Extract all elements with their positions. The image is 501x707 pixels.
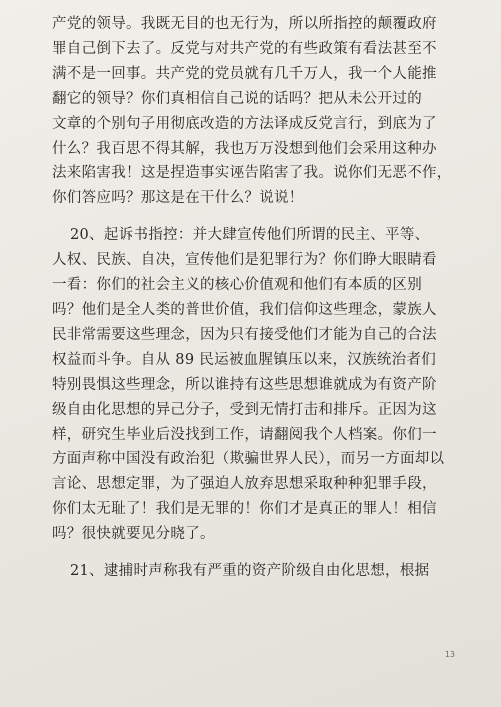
text-line: 方面声称中国没有政治犯（欺骗世界人民），而另一方面却以 [52, 451, 445, 468]
paragraph-gap [52, 547, 472, 559]
text-line: 20、起诉书指控：并大肆宣传他们所谓的民主、平等、 [70, 227, 430, 244]
text-line: 你们答应吗？那这是在干什么？说说！ [52, 190, 304, 207]
text-line: 样，研究生毕业后没找到工作，请翻阅我个人档案。你们一 [52, 426, 437, 443]
text-line: 权益而斗争。自从 89 民运被血腥镇压以来，汉族统治者们 [52, 351, 437, 368]
document-body [52, 12, 472, 584]
page-number: 13 [444, 650, 455, 659]
text-line: 一看：你们的社会主义的核心价值观和他们有本质的区别 [52, 277, 422, 294]
text-line: 法来陷害我！这是捏造事实诬告陷害了我。说你们无恶不作， [52, 165, 452, 182]
text-line: 翻它的领导？你们真相信自己说的话吗？把从未公开过的 [52, 90, 422, 107]
text-line: 你们太无耻了！我们是无罪的！你们才是真正的罪人！相信 [52, 501, 437, 518]
text-line: 吗？他们是全人类的普世价值，我们信仰这些理念，蒙族人 [52, 301, 437, 318]
text-line: 罪自己倒下去了。反党与对共产党的有些政策有看法甚至不 [52, 40, 437, 57]
text-line: 言论、思想定罪，为了强迫人放弃思想采取种种犯罪手段， [52, 476, 437, 493]
text-line: 满不是一回事。共产党的党员就有几千万人，我一个人能推 [52, 65, 437, 82]
text-line: 人权、民族、自决，宣传他们是犯罪行为？你们睁大眼睛看 [52, 252, 437, 269]
text-line: 什么？我百思不得其解，我也万万没想到他们会采用这种办 [52, 140, 437, 157]
text-line: 产党的领导。我既无目的也无行为，所以所指控的颠覆政府 [52, 16, 437, 32]
text-line: 吗？很快就要见分晓了。 [52, 526, 215, 543]
text-line: 级自由化思想的异己分子，受到无情打击和排斥。正因为这 [52, 401, 437, 418]
text-line: 文章的个别句子用彻底改造的方法译成反党言行，到底为了 [52, 115, 437, 132]
text-line: 特别畏惧这些理念，所以谁持有这些思想谁就成为有资产阶 [52, 376, 437, 393]
text-line: 民非常需要这些理念，因为只有接受他们才能为自己的合法 [52, 326, 437, 343]
paragraph-gap [52, 211, 472, 223]
text-line: 21、逮捕时声称我有严重的资产阶级自由化思想，根据 [70, 563, 430, 580]
